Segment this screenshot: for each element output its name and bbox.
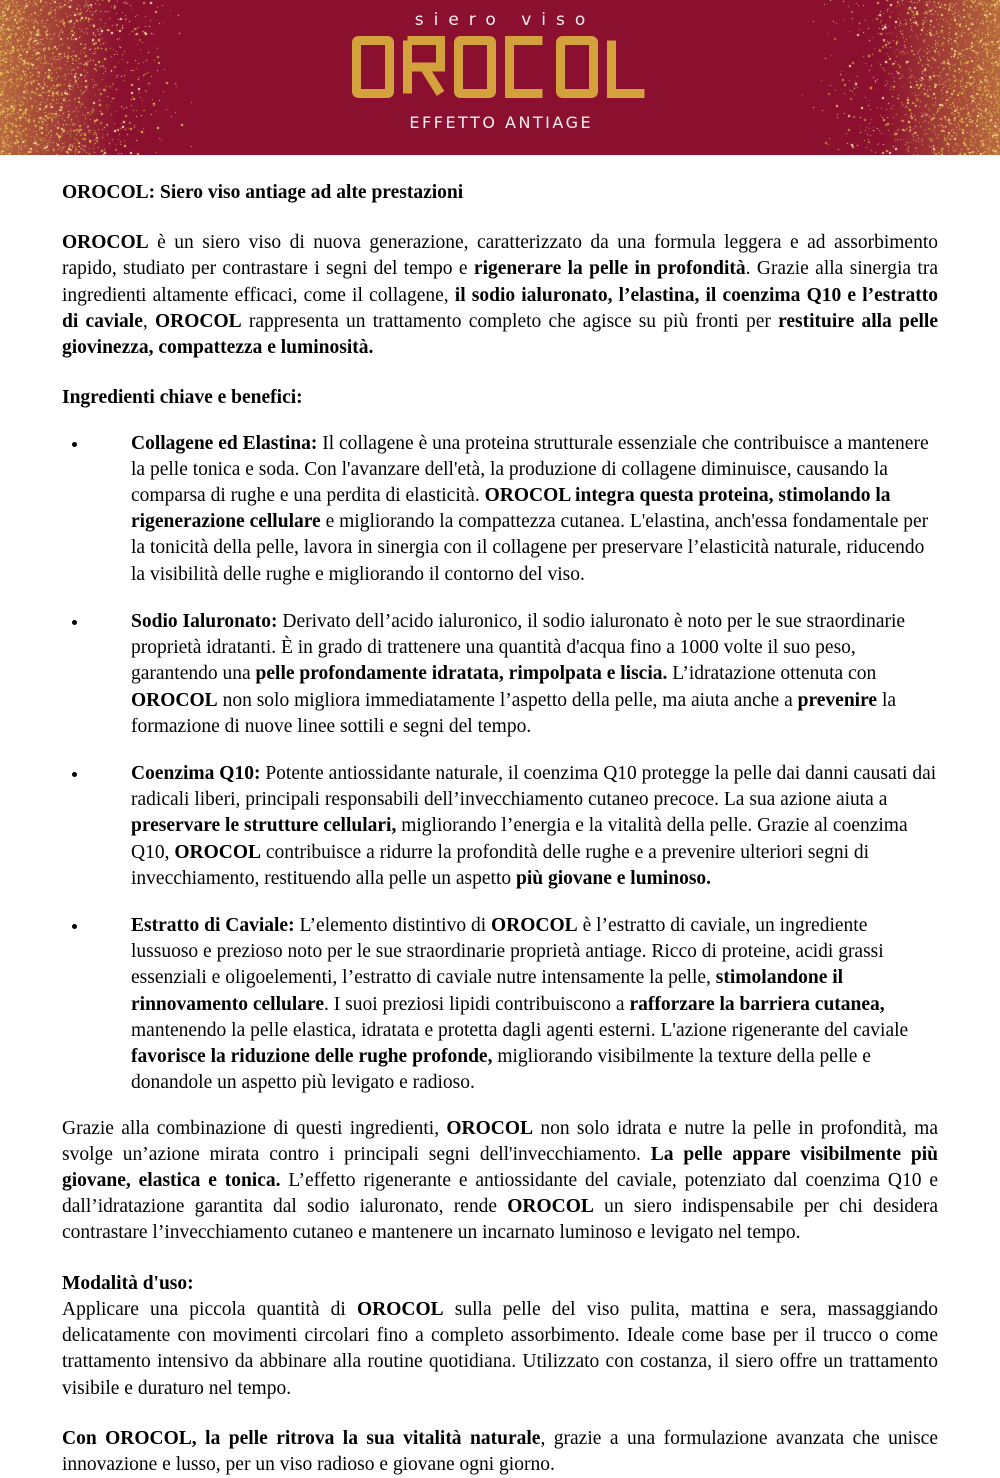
bullet-icon [72, 924, 77, 929]
ingredient-text-3: contribuisce a ridurre la profondità delle rughe e a prevenire ulteriori segni di invecchiamento, restituendo alla pelle un aspetto [131, 841, 870, 889]
intro-text-3: , [142, 310, 155, 332]
brand-tagline: EFFETTO ANTIAGE [409, 113, 594, 132]
bullet-icon [72, 620, 77, 625]
bullet-icon [72, 442, 77, 447]
ingredient-text-1: Derivato dell’acido ialuronico, il sodio ialuronato è noto per le sue straordinarie proprietà idratanti. È in grado di trattenere una quantità d'acqua fino a 1000 volte il suo peso, garantendo una [131, 610, 906, 685]
intro-bold-3: restituire alla pelle giovinezza, compattezza e luminosità. [62, 310, 938, 359]
summary-bold-1: La pelle appare visibilmente più giovane, elastica e tonica. [62, 1143, 938, 1191]
list-item [62, 431, 938, 588]
ingredient-text-2: migliorando l’energia e la vitalità della pelle. Grazie al coenzima Q10, [131, 815, 908, 863]
ingredient-text-4: la formazione di nuove linee sottili e segni del tempo. [131, 689, 897, 737]
brand-kicker: siero viso [414, 10, 596, 30]
ingredient-bold-2: stimolandone il rinnovamento cellulare [131, 967, 844, 1015]
ingredient-name: Estratto di Caviale: [131, 915, 295, 937]
intro-text-2: . Grazie alla sinergia tra ingredienti altamente efficaci, come il collagene, [62, 258, 938, 306]
brand-logo [0, 0, 1000, 155]
ingredient-text-4: mantenendo la pelle elastica, idratata e protetta dagli agenti esterni. L'azione rigenerante del caviale [131, 1019, 909, 1041]
usage-heading: Modalità d'uso: [62, 1272, 194, 1294]
brand-wordmark [352, 31, 649, 103]
intro-text-1: è un siero viso di nuova generazione, caratterizzato da una formula leggera e ad assorbimento rapido, studiato per contrastare i segni del tempo e [62, 232, 938, 280]
intro-paragraph [62, 230, 938, 361]
usage-paragraph [62, 1297, 938, 1402]
list-item [62, 761, 938, 892]
brand-wordmark-svg [352, 31, 649, 103]
ingredient-name: Sodio Ialuronato: [131, 610, 278, 632]
intro-text-4: rappresenta un trattamento completo che agisce su più fronti per [241, 310, 779, 332]
intro-brand-1: OROCOL [62, 232, 149, 254]
ingredient-text-1: Il collagene è una proteina strutturale essenziale che contribuisce a mantenere la pelle tonica e soda. Con l'avanzare dell'età, la produzione di collagene diminuisce, causando la comparsa di rughe e una perdita di elasticità. [131, 432, 929, 506]
closing-bold-1: Con OROCOL, la pelle ritrova la sua vitalità naturale [62, 1427, 541, 1449]
summary-text-2: non solo idrata e nutre la pelle in profondità, ma svolge un’azione mirata contro i principali segni dell'invecchiamento. [62, 1117, 938, 1165]
summary-text-1: Grazie alla combinazione di questi ingredienti, [62, 1117, 447, 1139]
ingredient-bold-3: prevenire [797, 689, 878, 711]
intro-bold-2: il sodio ialuronato, l’elastina, il coenzima Q10 e l’estratto di caviale [62, 284, 938, 332]
ingredient-bold-2: OROCOL [131, 689, 218, 711]
ingredient-text-3: . I suoi preziosi lipidi contribuiscono a [324, 993, 630, 1015]
closing-text-1: , grazie a una formulazione avanzata che unisce innovazione e lusso, per un viso radioso e giovane ogni giorno. [62, 1427, 938, 1475]
bullet-icon [72, 772, 77, 777]
usage-text-2: sulla pelle del viso pulita, mattina e sera, massaggiando delicatamente con movimenti circolari fino a completo assorbimento. Ideale come base per il trucco o come trattamento intensivo da abbinare alla routine quotidiana. Utilizzato con costanza, il siero offre un trattamento visibile e duraturo nel tempo. [62, 1298, 938, 1399]
ingredient-text-3: non solo migliora immediatamente l’aspetto della pelle, ma aiuta anche a [217, 689, 798, 711]
ingredient-text-2: L’idratazione ottenuta con [667, 663, 877, 685]
ingredient-text-5: migliorando visibilmente la texture della pelle e donandole un aspetto più levigato e radioso. [131, 1046, 871, 1094]
ingredient-text-2: e migliorando la compattezza cutanea. L'elastina, anch'essa fondamentale per la tonicità della pelle, lavora in sinergia con il collagene per preservare l’elasticità naturale, riducendo la visibilità delle rughe e migliorando il contorno del viso. [131, 511, 929, 585]
summary-paragraph [62, 1116, 938, 1247]
ingredient-text-1: Potente antiossidante naturale, il coenzima Q10 protegge la pelle dai danni causati dai radicali liberi, principali responsabili dell’invecchiamento cutaneo precoce. La sua azione aiuta a [131, 762, 937, 811]
ingredient-name: Coenzima Q10: [131, 762, 261, 784]
summary-brand-2: OROCOL [507, 1196, 594, 1218]
page-title: OROCOL: Siero viso antiage ad alte prestazioni [62, 182, 464, 203]
document-body [0, 155, 1000, 1478]
ingredient-text-1: L’elemento distintivo di [294, 915, 491, 937]
header-banner [0, 0, 1000, 155]
ingredient-bold-1: OROCOL [491, 915, 578, 937]
closing-paragraph [62, 1426, 938, 1478]
intro-bold-1: rigenerare la pelle in profondità [473, 258, 746, 280]
ingredient-bold-1: OROCOL integra questa proteina, stimolando la rigenerazione cellulare [131, 484, 891, 533]
ingredient-bold-1: preservare le strutture cellulari, [131, 815, 397, 837]
ingredient-bold-4: favorisce la riduzione delle rughe profonde, [131, 1046, 493, 1068]
ingredient-name: Collagene ed Elastina: [131, 432, 318, 454]
ingredients-heading: Ingredienti chiave e benefici: [62, 387, 303, 409]
intro-brand-2: OROCOL [154, 310, 242, 332]
summary-text-4: un siero indispensabile per chi desidera contrastare l’invecchiamento cutaneo e mantenere un incarnato luminoso e levigato nel tempo. [62, 1196, 938, 1244]
ingredients-list [62, 431, 938, 1097]
list-item [62, 609, 938, 740]
summary-text-3: L’effetto rigenerante e antiossidante del caviale, potenziato dal coenzima Q10 e dall’idratazione garantita dal sodio ialuronato, rende [62, 1170, 938, 1218]
ingredient-bold-2: OROCOL [174, 841, 262, 863]
list-item [62, 913, 938, 1097]
usage-text-1: Applicare una piccola quantità di [62, 1298, 357, 1320]
ingredient-bold-1: pelle profondamente idratata, rimpolpata e liscia. [255, 663, 668, 685]
summary-brand-1: OROCOL [446, 1117, 534, 1139]
ingredient-bold-3: rafforzare la barriera cutanea, [629, 993, 885, 1015]
ingredient-text-2: è l’estratto di caviale, un ingrediente lussuoso e prezioso noto per le sue straordinarie proprietà antiage. Ricco di proteine, acidi grassi essenziali e oligoelementi, l’estratto di caviale nutre intensamente la pelle, [131, 915, 884, 989]
usage-brand-1: OROCOL [356, 1298, 444, 1320]
ingredient-bold-3: più giovane e luminoso. [516, 867, 712, 889]
